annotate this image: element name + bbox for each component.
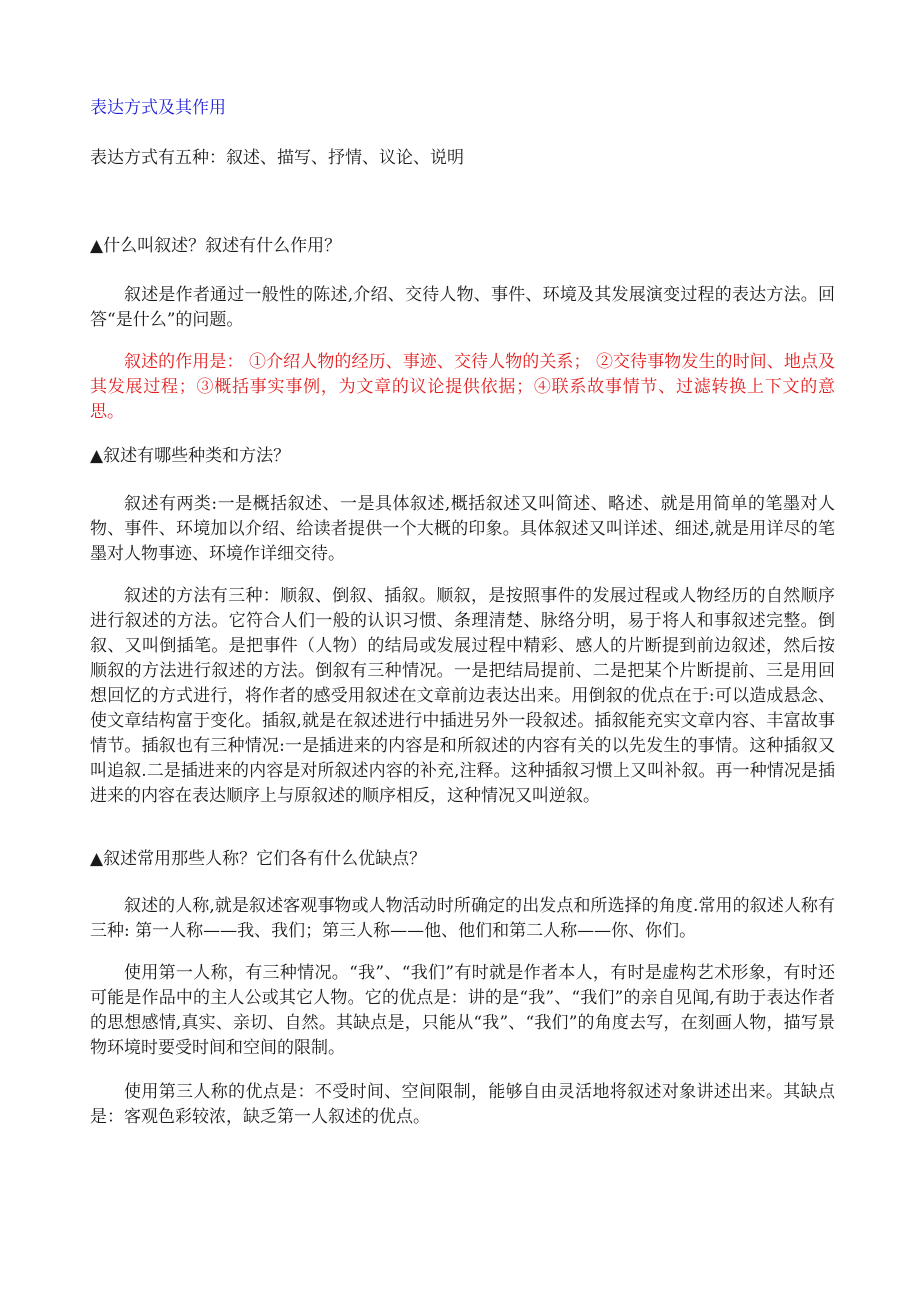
document-title: 表达方式及其作用 [90, 98, 226, 118]
paragraph-function: 叙述的作用是： ①介绍人物的经历、事迹、交待人物的关系； ②交待事物发生的时间、地点及其发展过程；③概括事实事例，为文章的议论提供依据；④联系故事情节、过滤转换上下文的意思。 [90, 352, 835, 422]
paragraph-third-person: 使用第三人称的优点是：不受时间、空间限制，能够自由灵活地将叙述对象讲述出来。其缺点是：客观色彩较浓，缺乏第一人叙述的优点。 [90, 1082, 835, 1127]
paragraph-methods: 叙述的方法有三种：顺叙、倒叙、插叙。顺叙，是按照事件的发展过程或人物经历的自然顺序进行叙述的方法。它符合人们一般的认识习惯、条理清楚、脉络分明，易于将人和事叙述完整。倒叙、又叫倒插笔。是把事件（人物）的结局或发展过程中精彩、感人的片断提到前边叙述，然后按顺叙的方法进行叙述的方法。倒叙有三种情况。一是把结局提前、二是把某个片断提前、三是用回想回忆的方式进行，将作者的感受用叙述在文章前边表达出来。用倒叙的优点在于:可以造成悬念、使文章结构富于变化。插叙,就是在叙述进行中插进另外一段叙述。插叙能充实文章内容、丰富故事情节。插叙也有三种情况:一是插进来的内容是和所叙述的内容有关的以先发生的事情。这种插叙又叫追叙.二是插进来的内容是对所叙述内容的补充,注释。这种插叙习惯上又叫补叙。再一种情况是插进来的内容在表达顺序上与原叙述的顺序相反，这种情况又叫逆叙。 [90, 586, 835, 806]
paragraph-types: 叙述有两类:一是概括叙述、一是具体叙述,概括叙述又叫简述、略述、就是用简单的笔墨对人物、事件、环境加以介绍、给读者提供一个大概的印象。具体叙述又叫详述、细述,就是用详尽的笔墨对人物事迹、环境作详细交待。 [90, 494, 835, 564]
section-heading-definition: ▲什么叫叙述？叙述有什么作用？ [90, 236, 342, 256]
intro-text: 表达方式有五种：叙述、描写、抒情、议论、说明 [90, 148, 464, 168]
section-heading-person: ▲叙述常用那些人称？它们各有什么优缺点？ [90, 849, 427, 869]
paragraph-person-definition: 叙述的人称,就是叙述客观事物或人物活动时所确定的出发点和所选择的角度.常用的叙述人称有三种: 第一人称——我、我们；第三人称——他、他们和第二人称——你、你们。 [90, 896, 835, 941]
section-heading-types: ▲叙述有哪些种类和方法？ [90, 446, 291, 466]
paragraph-first-person: 使用第一人称，有三种情况。“我”、“我们”有时就是作者本人，有时是虚构艺术形象，有时还可能是作品中的主人公或其它人物。它的优点是：讲的是“我”、“我们”的亲自见闻,有助于表达作者的思想感情,真实、亲切、自然。其缺点是，只能从“我”、“我们”的角度去写，在刻画人物，描写景物环境时要受时间和空间的限制。 [90, 963, 835, 1058]
paragraph-definition: 叙述是作者通过一般性的陈述,介绍、交待人物、事件、环境及其发展演变过程的表达方法。回答“是什么”的问题。 [90, 285, 835, 330]
